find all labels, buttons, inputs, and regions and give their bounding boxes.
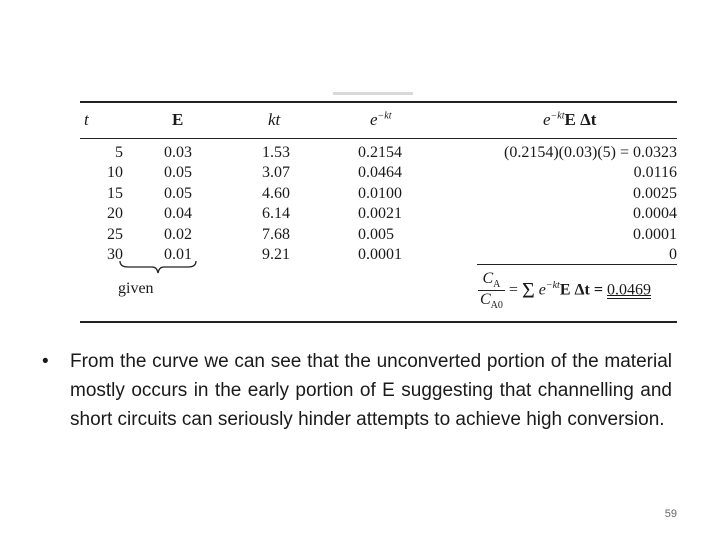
cell-kt: 4.60 (262, 185, 290, 202)
cell-exp: 0.0100 (358, 185, 402, 202)
header-exp: $e^{-kt}$ (370, 110, 392, 129)
cell-product: 0 (669, 246, 677, 263)
cell-t: 5 (115, 144, 123, 161)
cell-kt: 9.21 (262, 246, 290, 263)
cell-product: 0.0001 (633, 226, 677, 243)
table-top-rule (80, 101, 677, 103)
cell-t: 25 (107, 226, 123, 243)
cell-E: 0.04 (164, 205, 192, 222)
cell-t: 30 (107, 246, 123, 263)
cell-product: 0.0116 (633, 164, 677, 181)
bullet-text: From the curve we can see that the unconverted portion of the material mostly occurs in the early portion of E suggesting that channelling and short circuits can seriously hinder attempts to achieve high conversion. (70, 351, 672, 430)
cell-exp: 0.005 (358, 226, 394, 243)
cell-exp: 0.0001 (358, 246, 402, 263)
cell-product: 0.0025 (633, 185, 677, 202)
cell-t: 10 (107, 164, 123, 181)
cell-kt: 6.14 (262, 205, 290, 222)
table-header-rule (80, 138, 677, 139)
cell-exp: 0.2154 (358, 144, 402, 161)
sum-rule (477, 264, 677, 265)
conversion-formula: $\frac{C_A}{C_{A0}}$ = Σ $e^{-kt}E$ Δt = 0.0469 (480, 270, 651, 312)
header-kt: kt (268, 110, 281, 129)
cell-E: 0.03 (164, 144, 192, 161)
cell-product: 0.0004 (633, 205, 677, 222)
curly-brace-icon (118, 260, 198, 274)
bullet-marker: • (42, 351, 49, 372)
cell-E: 0.05 (164, 164, 192, 181)
cell-kt: 3.07 (262, 164, 290, 181)
cell-E: 0.02 (164, 226, 192, 243)
header-product: $e^{-kt}E$ Δt (543, 110, 597, 129)
cell-exp: 0.0021 (358, 205, 402, 222)
sum-symbol: Σ (521, 277, 535, 303)
header-t: t (84, 110, 89, 129)
cell-kt: 7.68 (262, 226, 290, 243)
cell-E: 0.05 (164, 185, 192, 202)
concentration-ratio: $\frac{C_A}{C_{A0}}$ (480, 270, 503, 312)
cell-E: 0.01 (164, 246, 192, 263)
given-label: given (118, 280, 154, 297)
cell-t: 20 (107, 205, 123, 222)
table-bottom-rule (80, 321, 677, 323)
cell-kt: 1.53 (262, 144, 290, 161)
scan-smudge (333, 92, 413, 95)
cell-exp: 0.0464 (358, 164, 402, 181)
cell-t: 15 (107, 185, 123, 202)
bullet-point (42, 347, 672, 434)
cell-product: (0.2154)(0.03)(5) = 0.0323 (504, 144, 677, 161)
page-number: 59 (664, 508, 677, 520)
header-E: E (172, 110, 184, 129)
sum-result: 0.0469 (606, 281, 651, 299)
